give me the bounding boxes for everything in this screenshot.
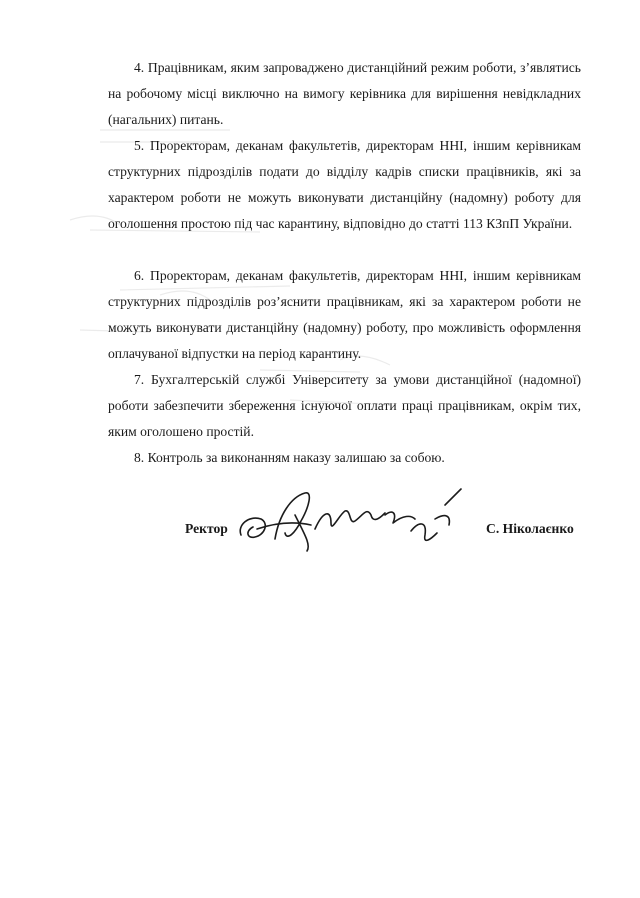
paragraph-item-5 [108, 133, 581, 237]
paragraph-item-7 [108, 367, 581, 445]
paragraph-item-4 [108, 55, 581, 133]
paragraph-4-text: 4. Працівникам, яким запроваджено дистанційний режим роботи, з’являтись на робочому місці виключно на вимогу керівника для вирішення невідкладних (нагальних) питань. [108, 60, 581, 128]
paragraph-5-text: 5. Проректорам, деканам факультетів, директорам ННІ, іншим керівникам структурних підрозділів подати до відділу кадрів списки працівників, які за характером роботи не можуть виконувати дистанційну (надомну) роботу для оголошення простою під час карантину, відповідно до статті 113 КЗпП України. [108, 138, 581, 232]
paragraph-item-6 [108, 263, 581, 367]
paragraph-7-text: 7. Бухгалтерській службі Університету за умови дистанційної (надомної) роботи забезпечити збереження існуючої оплати праці працівникам, окрім тих, яким оголошено простій. [108, 372, 581, 440]
paragraph-8-text: 8. Контроль за виконанням наказу залишаю за собою. [134, 450, 445, 465]
signatory-name: С. Ніколаєнко [486, 521, 574, 536]
paragraph-item-8 [108, 445, 581, 471]
handwritten-signature [235, 485, 470, 555]
signatory-title: Ректор [185, 521, 228, 536]
paragraph-6-text: 6. Проректорам, деканам факультетів, директорам ННІ, іншим керівникам структурних підрозділів роз’яснити працівникам, які за характером роботи не можуть виконувати дистанційну (надомну) роботу, про можливість оформлення оплачуваної відпустки на період карантину. [108, 268, 581, 362]
